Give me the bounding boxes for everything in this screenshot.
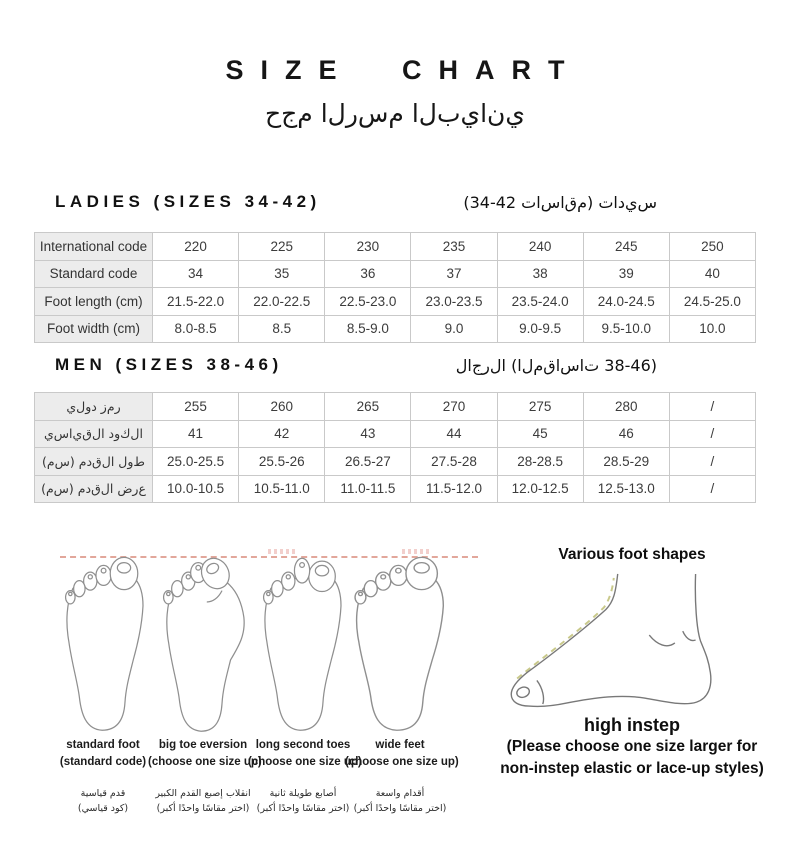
cell: / (669, 420, 755, 448)
cell: 23.0-23.5 (411, 288, 497, 316)
shape-title: wide feet (375, 739, 425, 751)
page-title: SIZE CHART (225, 55, 582, 85)
table-row (35, 393, 756, 421)
foot-diagram-standard (57, 545, 153, 735)
cell: 26.5-27 (325, 448, 411, 476)
cell: 265 (325, 393, 411, 421)
instep-note-line1: (Please choose one size larger for (506, 738, 758, 755)
shape-subtitle: (choose one size up) (248, 756, 362, 768)
right-panel-heading: Various foot shapes (558, 546, 706, 563)
row-label-arabic: ي‌ل‌و‌د ز‌م‌ر (35, 393, 153, 421)
cell: 275 (497, 393, 583, 421)
cell: 38 (497, 260, 583, 288)
cell: / (669, 475, 755, 503)
cell: / (669, 448, 755, 476)
cell: 230 (325, 233, 411, 261)
cell: 36 (325, 260, 411, 288)
cell: 25.5-26 (239, 448, 325, 476)
cell: 40 (669, 260, 755, 288)
row-label-arabic: ي‌س‌ا‌ي‌ق‌ل‌ا د‌و‌ك‌ل‌ا (35, 420, 153, 448)
shape-title: standard foot (66, 739, 140, 751)
cell: 22.5-23.0 (325, 288, 411, 316)
cell: 225 (239, 233, 325, 261)
table-row (35, 448, 756, 476)
row-label-arabic: (م‌س) م‌د‌ق‌ل‌ا ض‌ر‌ع (35, 475, 153, 503)
shape-subtitle-arabic: (اختر مقاسًا واحدًا أكبر) (256, 803, 350, 814)
cell: 34 (153, 260, 239, 288)
cell: 11.0-11.5 (325, 475, 411, 503)
cell: 235 (411, 233, 497, 261)
cell: 24.0-24.5 (583, 288, 669, 316)
ladies-size-table (34, 232, 756, 343)
high-instep-panel (483, 546, 781, 780)
table-row (35, 420, 756, 448)
cell: 10.0 (669, 315, 755, 343)
ladies-heading-en: LADIES (SIZES 34-42) (55, 192, 321, 211)
cell: 9.0 (411, 315, 497, 343)
shape-subtitle: (choose one size up) (148, 756, 262, 768)
shape-subtitle-arabic: (اختر مقاسًا واحدًا أكبر) (353, 803, 447, 814)
table-row (35, 260, 756, 288)
cell: 43 (325, 420, 411, 448)
side-foot-high-instep-diagram (497, 572, 767, 710)
table-row (35, 288, 756, 316)
cell: 45 (497, 420, 583, 448)
shape-title-arabic: أصابع طويلة ثانية (269, 788, 337, 799)
foot-diagram-big-toe-eversion (155, 545, 251, 735)
ladies-section-heading (0, 192, 790, 212)
cell: 220 (153, 233, 239, 261)
cell: / (669, 393, 755, 421)
cell: 44 (411, 420, 497, 448)
table-row (35, 475, 756, 503)
cell: 41 (153, 420, 239, 448)
cell: 260 (239, 393, 325, 421)
page-title-arabic: ح‌ج‌م ا‌ل‌ر‌س‌م ا‌ل‌ب‌ي‌ا‌ن‌ي (265, 99, 525, 128)
cell: 28.5-29 (583, 448, 669, 476)
cell: 270 (411, 393, 497, 421)
shape-subtitle: (standard code) (59, 756, 147, 768)
men-size-table (34, 392, 756, 503)
cell: 9.5-10.0 (583, 315, 669, 343)
cell: 24.5-25.0 (669, 288, 755, 316)
foot-diagram-wide-feet (352, 545, 448, 735)
shape-title: big toe eversion (158, 739, 248, 751)
cell: 240 (497, 233, 583, 261)
ladies-heading-arabic: (34-42 ت‌ا‌س‌ا‌ق‌م) ت‌ا‌د‌ي‌س (463, 192, 657, 212)
cell: 8.5 (239, 315, 325, 343)
cell: 255 (153, 393, 239, 421)
row-label: Foot width (cm) (35, 315, 153, 343)
shape-title: long second toes (255, 739, 351, 751)
cell: 9.0-9.5 (497, 315, 583, 343)
cell: 12.5-13.0 (583, 475, 669, 503)
cell: 8.5-9.0 (325, 315, 411, 343)
cell: 23.5-24.0 (497, 288, 583, 316)
cell: 28-28.5 (497, 448, 583, 476)
men-heading-arabic: ل‌ا‌ج‌ر‌ل‌ا (ا‌ل‌م‌ق‌ا‌س‌ا‌ت 38-46) (455, 355, 657, 375)
row-label: International code (35, 233, 153, 261)
shape-subtitle-arabic: (اختر مقاسًا واحدًا أكبر) (156, 803, 250, 814)
foot-shape-label-long-second-toes (248, 737, 362, 816)
cell: 10.0-10.5 (153, 475, 239, 503)
cell: 12.0-12.5 (497, 475, 583, 503)
cell: 11.5-12.0 (411, 475, 497, 503)
shape-title-arabic: أقدام واسعة (375, 788, 425, 799)
row-label: Standard code (35, 260, 153, 288)
table-row (35, 233, 756, 261)
cell: 280 (583, 393, 669, 421)
instep-note-line2: non-instep elastic or lace-up styles) (500, 760, 764, 777)
cell: 35 (239, 260, 325, 288)
cell: 21.5-22.0 (153, 288, 239, 316)
cell: 25.0-25.5 (153, 448, 239, 476)
foot-diagram-long-second-toes (255, 545, 351, 735)
foot-shape-label-eversion (148, 737, 262, 816)
cell: 27.5-28 (411, 448, 497, 476)
men-section-heading (0, 355, 790, 375)
cell: 250 (669, 233, 755, 261)
foot-shape-label-standard (48, 737, 158, 816)
row-label: Foot length (cm) (35, 288, 153, 316)
shape-subtitle: (choose one size up) (345, 756, 459, 768)
cell: 42 (239, 420, 325, 448)
cell: 37 (411, 260, 497, 288)
cell: 46 (583, 420, 669, 448)
cell: 22.0-22.5 (239, 288, 325, 316)
cell: 39 (583, 260, 669, 288)
high-instep-caption: high instep (584, 715, 680, 735)
shape-title-arabic: قدم قياسية (80, 788, 126, 799)
foot-shape-label-wide-feet (345, 737, 459, 816)
shape-title-arabic: انقلاب إصبع القدم الكبير (155, 788, 251, 799)
table-row (35, 315, 756, 343)
cell: 245 (583, 233, 669, 261)
men-heading-en: MEN (SIZES 38-46) (55, 355, 283, 374)
cell: 10.5-11.0 (239, 475, 325, 503)
row-label-arabic: (م‌س) م‌د‌ق‌ل‌ا ل‌و‌ط (35, 448, 153, 476)
shape-subtitle-arabic: (كود قياسي) (77, 803, 129, 814)
cell: 8.0-8.5 (153, 315, 239, 343)
